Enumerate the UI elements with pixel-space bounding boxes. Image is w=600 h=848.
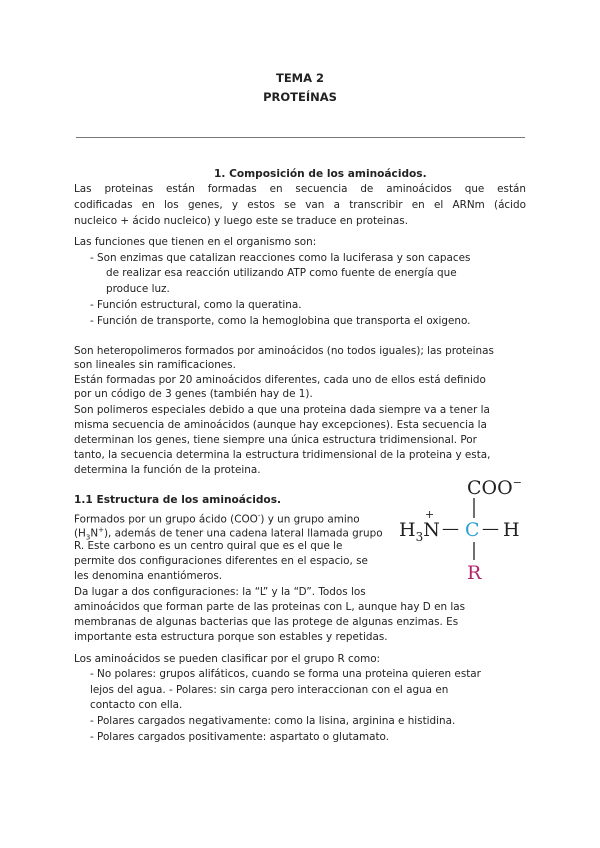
subscript: 3	[85, 533, 91, 542]
classify-item-cont: contacto con ella.	[90, 699, 183, 711]
text-run: ), además de tener una cadena lateral llamada grupo	[104, 527, 383, 540]
paragraph-line: determinan los genes, tiene siempre una única estructura tridimensional. Por	[74, 434, 477, 446]
bond-left: —	[442, 519, 459, 539]
section1-intro-line: Las proteinas están formadas en secuencia de aminoácidos que están	[74, 183, 526, 195]
paragraph-line: importante esta estructura porque son estables y repetidas.	[74, 631, 388, 643]
hydrogen-label: H	[503, 519, 520, 541]
alpha-carbon: C	[465, 519, 480, 541]
paragraph-line: membranas de algunas bacterias que las protege de algunas enzimas. Es	[74, 616, 459, 628]
text-run: Formados por un grupo ácido (COO	[74, 513, 258, 526]
classify-item: - Polares cargados positivamente: aspartato o glutamato.	[90, 731, 390, 743]
bond-right: —	[482, 519, 499, 539]
functions-intro: Las funciones que tienen en el organismo son:	[74, 236, 317, 248]
page-title: TEMA 2	[275, 71, 325, 85]
paragraph-line: les denomina enantiómeros.	[74, 570, 223, 582]
paragraph-line: aminoácidos que forman parte de las proteinas con L, aunque hay D en las	[74, 601, 466, 613]
function-item: - Son enzimas que catalizan reacciones como la luciferasa y son capaces	[90, 252, 471, 264]
classify-item-cont: lejos del agua. - Polares: sin carga pero interaccionan con el agua en	[90, 684, 449, 696]
paragraph-line: por un código de 3 genes (también hay de 1).	[74, 388, 313, 400]
section11-heading: 1.1 Estructura de los aminoácidos.	[74, 494, 282, 506]
section1-intro-line: nucleico + ácido nucleico) y luego este se traduce en proteinas.	[74, 215, 408, 227]
amino-acid-structure-diagram	[395, 476, 530, 586]
paragraph-line: determina la función de la proteina.	[74, 464, 261, 476]
function-item: - Función de transporte, como la hemoglobina que transporta el oxigeno.	[90, 315, 471, 327]
amino-charge: +	[425, 508, 435, 521]
paragraph-line: son lineales sin ramificaciones.	[74, 359, 236, 371]
superscript: +	[98, 526, 104, 534]
section1-intro-line: codificadas en los genes, y estos se van a transcribir en el ARNm (ácido	[74, 199, 526, 211]
function-item-cont: produce luz.	[106, 283, 170, 295]
page-subtitle: PROTEÍNAS	[263, 90, 337, 104]
header-divider	[76, 137, 525, 138]
classify-item: - No polares: grupos alifáticos, cuando se forma una proteina quieren estar	[90, 668, 481, 680]
amino-group-label: $H_3N$	[399, 519, 440, 544]
function-item-cont: de realizar esa reacción utilizando ATP como fuente de energía que	[106, 267, 457, 279]
paragraph-line: misma secuencia de aminoácidos (aunque hay excepciones). Esta secuencia la	[74, 419, 487, 431]
paragraph-line: Son heteropolimeros formados por aminoácidos (no todos iguales); las proteinas	[74, 345, 494, 357]
paragraph-line: R. Este carbono es un centro quiral que es el que le	[74, 540, 343, 552]
paragraph-line: Son polimeros especiales debido a que una proteina dada siempre va a tener la	[74, 404, 490, 416]
text-run: N	[90, 527, 99, 540]
paragraph-line: Están formadas por 20 aminoácidos diferentes, cada uno de ellos está definido	[74, 374, 486, 386]
text-run: (H	[74, 527, 86, 540]
coo-group-label: COO−	[467, 476, 522, 499]
paragraph-line: tanto, la secuencia determina la estructura tridimensional de la proteina y esta,	[74, 449, 491, 461]
text-run: ) y un grupo amino	[260, 513, 360, 526]
r-group-label: R	[467, 562, 482, 584]
superscript: -	[257, 512, 261, 520]
section1-heading: 1. Composición de los aminoácidos.	[214, 168, 427, 180]
classify-intro: Los aminoácidos se pueden clasificar por el grupo R como:	[74, 653, 381, 665]
classify-item: - Polares cargados negativamente: como la lisina, arginina e histidina.	[90, 715, 456, 727]
function-item: - Función estructural, como la queratina.	[90, 299, 302, 311]
paragraph-line: permite dos configuraciones diferentes en el espacio, se	[74, 555, 368, 567]
paragraph-line: Da lugar a dos configuraciones: la “L” y la “D”. Todos los	[74, 586, 366, 598]
